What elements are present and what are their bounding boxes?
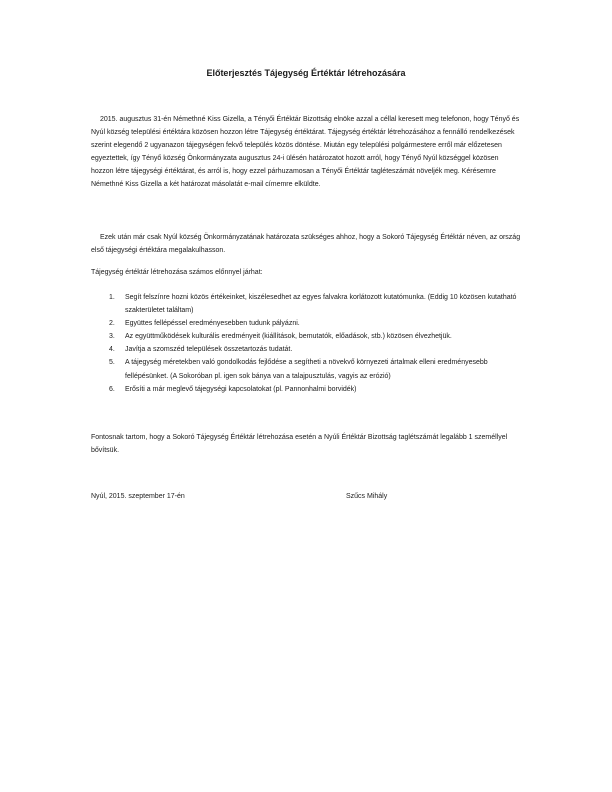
footer-place-date: Nyúl, 2015. szeptember 17-én: [91, 493, 185, 500]
list-item-text: Javítja a szomszéd települések összetartozás tudatát.: [125, 346, 293, 354]
list-item: [91, 356, 521, 382]
list-item: [91, 317, 521, 330]
list-item-number: 4.: [109, 346, 115, 354]
list-item: [91, 343, 521, 356]
list-item-text: Segít felszínre hozni közös értékeinket, kiszélesedhet az egyes falvakra korlátozott kutatómunka. (Eddig 10 közösen kutatható szakterületet találtam): [125, 294, 517, 315]
list-item-number: 2.: [109, 320, 115, 328]
benefits-list: [91, 291, 521, 396]
list-item: [91, 383, 521, 396]
list-item-text: Együttes fellépéssel eredményesebben tudunk pályázni.: [125, 320, 300, 328]
list-item: [91, 330, 521, 343]
list-item-text: Erősíti a már meglevő tájegységi kapcsolatokat (pl. Pannonhalmi borvidék): [125, 385, 357, 393]
footer-signature: Szűcs Mihály: [346, 493, 388, 500]
paragraph-intro: 2015. augusztus 31-én Némethné Kiss Gizella, a Tényői Értéktár Bizottság elnöke azzal a céllal keresett meg telefonon, hogy Tényő és Nyúl község települési értéktára közösen hozzon létre Tájegység értéktárat. Tájegység értéktár létrehozásához a fennálló rendelkezések szerint elegendő 2 ugyanazon tájegységen fekvő település közös döntése. Miután egy települési polgármestere erről már előzetesen egyeztettek, így Tényő község Önkormányzata augusztus 24-i ülésén határozatot hozott arról, hogy Tényő Nyúl községgel közösen hozzon létre tájegységi értéktárat, és arról is, hogy ezzel párhuzamosan a Tényői Értéktár tagléteszámát növeljék meg. Kérésemre Némethné Kiss Gizella a két határozat másolatát e-mail címemre elküldte.: [91, 116, 520, 189]
list-item-number: 3.: [109, 333, 115, 341]
list-item-text: A tájegység méretekben való gondolkodás fejlődése a segítheti a növekvő környezeti ártalmak elleni eredményesebb fellépésünket. (A Sokoróban pl. igen sok bánya van a talajpusztulás, vagyis az erózió): [125, 359, 488, 380]
paragraph-benefits-intro: Tájegység értéktár létrehozása számos előnnyel járhat:: [91, 269, 263, 276]
paragraph-decision: Ezek után már csak Nyúl község Önkormányzatának határozata szükséges ahhoz, hogy a Sokoró Tájegység Értéktár néven, az ország első tájegységi értéktára megalakulhasson.: [91, 234, 521, 255]
document-title: Előterjesztés Tájegység Értéktár létrehozására: [206, 68, 406, 78]
list-item: [91, 291, 521, 317]
list-item-number: 1.: [109, 294, 115, 301]
paragraph-conclusion: Fontosnak tartom, hogy a Sokoró Tájegység Értéktár létrehozása esetén a Nyúli Értéktár Bizottság taglétszámát legalább 1 személlyel bővítsük.: [91, 434, 508, 455]
list-item-text: Az együttműködések kulturális eredményeit (kiállítások, bemutatók, előadások, stb.) közösen élvezhetjük.: [125, 333, 452, 341]
list-item-number: 5.: [109, 359, 115, 367]
list-item-number: 6.: [109, 385, 115, 393]
